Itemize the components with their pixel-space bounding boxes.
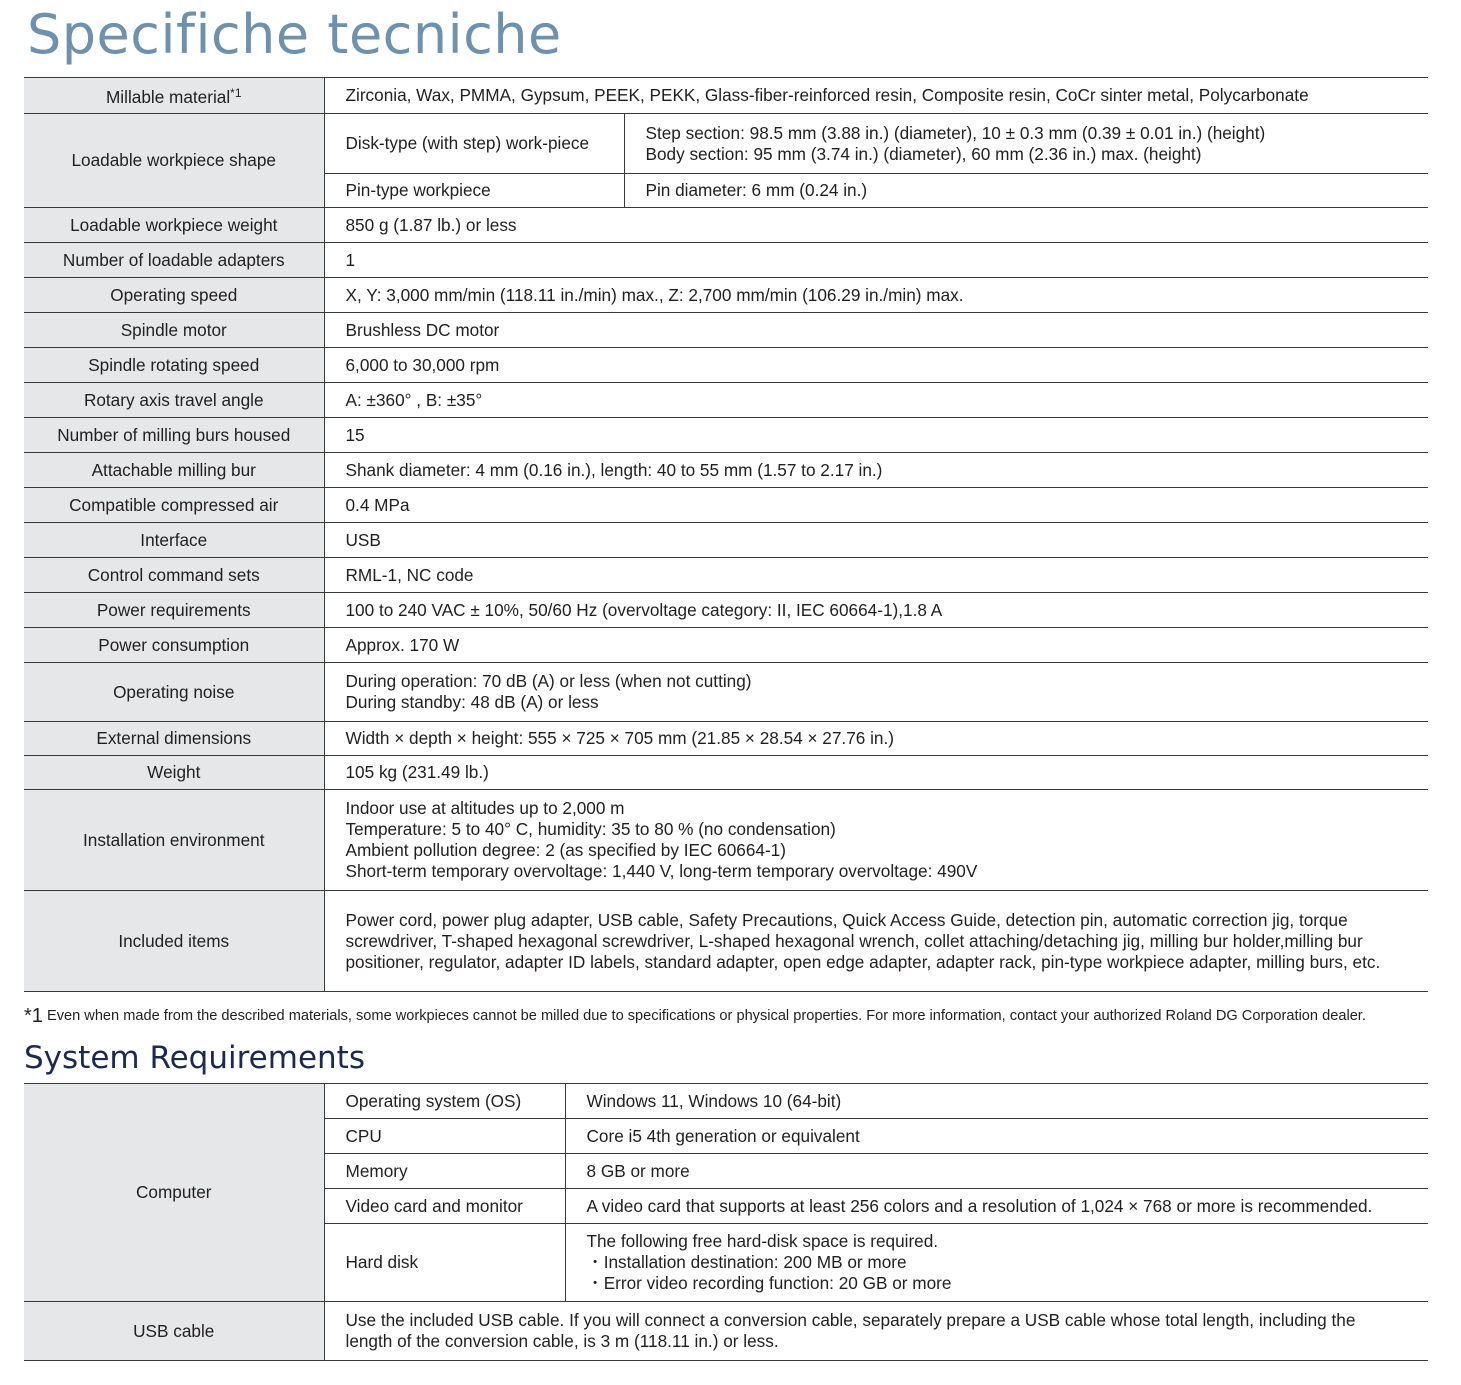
spec-value: 850 g (1.87 lb.) or less [324, 208, 1428, 243]
spec-value-disk: Step section: 98.5 mm (3.88 in.) (diameter), 10 ± 0.3 mm (0.39 ± 0.01 in.) (height) Body section: 95 mm (3.74 in.) (diameter), 60 mm (2.36 in.) max. (height) [624, 114, 1428, 174]
spec-value: Indoor use at altitudes up to 2,000 m Temperature: 5 to 40° C, humidity: 35 to 80 % (no condensation) Ambient pollution degree: 2 (as specified by IEC 60664-1) Short-term temporary overvoltage: 1,440 V, long-term temporary overvoltage: 490V [324, 790, 1428, 891]
sysreq-value: A video card that supports at least 256 colors and a resolution of 1,024 × 768 or more is recommended. [565, 1189, 1428, 1224]
spec-row-adapters [24, 243, 1428, 278]
spec-label: Power consumption [24, 628, 324, 663]
spec-label: Interface [24, 523, 324, 558]
spec-value: Approx. 170 W [324, 628, 1428, 663]
spec-row-noise [24, 663, 1428, 722]
spec-value: During operation: 70 dB (A) or less (when not cutting) During standby: 48 dB (A) or less [324, 663, 1428, 722]
spec-value: A: ±360° , B: ±35° [324, 383, 1428, 418]
spec-value: 1 [324, 243, 1428, 278]
spec-row-burs-housed [24, 418, 1428, 453]
spec-value: 0.4 MPa [324, 488, 1428, 523]
spec-row-dimensions [24, 722, 1428, 756]
spec-value: USB [324, 523, 1428, 558]
spec-row-workpiece-weight [24, 208, 1428, 243]
spec-row-power-requirements [24, 593, 1428, 628]
sysreq-value: The following free hard-disk space is required. ・Installation destination: 200 MB or more ・Error video recording function: 20 GB or more [565, 1224, 1428, 1302]
spec-value: X, Y: 3,000 mm/min (118.11 in./min) max., Z: 2,700 mm/min (106.29 in./min) max. [324, 278, 1428, 313]
footnote: *1 Even when made from the described materials, some workpieces cannot be milled due to specifications or physical properties. For more information, contact your authorized Roland DG Corporation dealer. [24, 1005, 1366, 1027]
sysreq-value: Windows 11, Windows 10 (64-bit) [565, 1084, 1428, 1119]
spec-value-pin: Pin diameter: 6 mm (0.24 in.) [624, 174, 1428, 208]
sysreq-value: Core i5 4th generation or equivalent [565, 1119, 1428, 1154]
footnote-mark: *1 [230, 86, 242, 100]
spec-label: Included items [24, 891, 324, 992]
spec-row-attachable-bur [24, 453, 1428, 488]
spec-value: 6,000 to 30,000 rpm [324, 348, 1428, 383]
spec-label: Millable material$^{*1}$ [24, 78, 324, 114]
spec-label: Attachable milling bur [24, 453, 324, 488]
spec-label: Number of milling burs housed [24, 418, 324, 453]
spec-label: External dimensions [24, 722, 324, 756]
spec-row-compressed-air [24, 488, 1428, 523]
spec-row-included-items [24, 891, 1428, 992]
spec-label: Loadable workpiece shape [24, 114, 324, 208]
sysreq-label-computer: Computer [24, 1084, 324, 1302]
footnote-mark: *1 [24, 1005, 43, 1027]
spec-row-command-sets [24, 558, 1428, 593]
spec-row-rotary-angle [24, 383, 1428, 418]
spec-label: Loadable workpiece weight [24, 208, 324, 243]
sysreq-sub-label: Video card and monitor [324, 1189, 565, 1224]
spec-value: RML-1, NC code [324, 558, 1428, 593]
spec-label: Spindle rotating speed [24, 348, 324, 383]
spec-row-workpiece-shape [24, 114, 1428, 174]
spec-row-environment [24, 790, 1428, 891]
sysreq-sub-label: Hard disk [324, 1224, 565, 1302]
spec-label: Number of loadable adapters [24, 243, 324, 278]
spec-label: Control command sets [24, 558, 324, 593]
section-title-system-requirements: System Requirements [24, 1040, 365, 1076]
spec-label: Operating noise [24, 663, 324, 722]
spec-label: Weight [24, 756, 324, 790]
spec-value: 105 kg (231.49 lb.) [324, 756, 1428, 790]
spec-row-millable-material [24, 78, 1428, 114]
sysreq-row-usb-cable [24, 1302, 1428, 1361]
sysreq-value: Use the included USB cable. If you will connect a conversion cable, separately prepare a USB cable whose total length, including the length of the conversion cable, is 3 m (118.11 in.) or less. [324, 1302, 1428, 1361]
system-requirements-table [24, 1083, 1428, 1361]
spec-row-spindle-motor [24, 313, 1428, 348]
spec-sub-label-pin: Pin-type workpiece [324, 174, 624, 208]
spec-label: Power requirements [24, 593, 324, 628]
sysreq-sub-label: Memory [324, 1154, 565, 1189]
spec-row-operating-speed [24, 278, 1428, 313]
specifications-table [24, 77, 1428, 992]
sysreq-row-os [24, 1084, 1428, 1119]
spec-value: 15 [324, 418, 1428, 453]
spec-row-weight [24, 756, 1428, 790]
spec-label: Operating speed [24, 278, 324, 313]
spec-row-power-consumption [24, 628, 1428, 663]
spec-value: Power cord, power plug adapter, USB cable, Safety Precautions, Quick Access Guide, detection pin, automatic correction jig, torque screwdriver, T-shaped hexagonal screwdriver, L-shaped hexagonal wrench, collet attaching/detaching jig, milling bur holder,milling bur positioner, regulator, adapter ID labels, standard adapter, open edge adapter, adapter rack, pin-type workpiece adapter, milling burs, etc. [324, 891, 1428, 992]
sysreq-label-usb-cable: USB cable [24, 1302, 324, 1361]
spec-row-interface [24, 523, 1428, 558]
sysreq-sub-label: CPU [324, 1119, 565, 1154]
spec-label: Installation environment [24, 790, 324, 891]
spec-label: Compatible compressed air [24, 488, 324, 523]
spec-label: Rotary axis travel angle [24, 383, 324, 418]
page-title: Specifiche tecniche [27, 3, 562, 66]
spec-value: Brushless DC motor [324, 313, 1428, 348]
spec-value: Shank diameter: 4 mm (0.16 in.), length: 40 to 55 mm (1.57 to 2.17 in.) [324, 453, 1428, 488]
sysreq-value: 8 GB or more [565, 1154, 1428, 1189]
sysreq-sub-label: Operating system (OS) [324, 1084, 565, 1119]
spec-row-spindle-speed [24, 348, 1428, 383]
spec-value: Width × depth × height: 555 × 725 × 705 mm (21.85 × 28.54 × 27.76 in.) [324, 722, 1428, 756]
spec-label: Spindle motor [24, 313, 324, 348]
spec-value: 100 to 240 VAC ± 10%, 50/60 Hz (overvoltage category: II, IEC 60664-1),1.8 A [324, 593, 1428, 628]
spec-sub-label-disk: Disk-type (with step) work-piece [324, 114, 624, 174]
spec-value: Zirconia, Wax, PMMA, Gypsum, PEEK, PEKK, Glass-fiber-reinforced resin, Composite resin, CoCr sinter metal, Polycarbonate [324, 78, 1428, 114]
